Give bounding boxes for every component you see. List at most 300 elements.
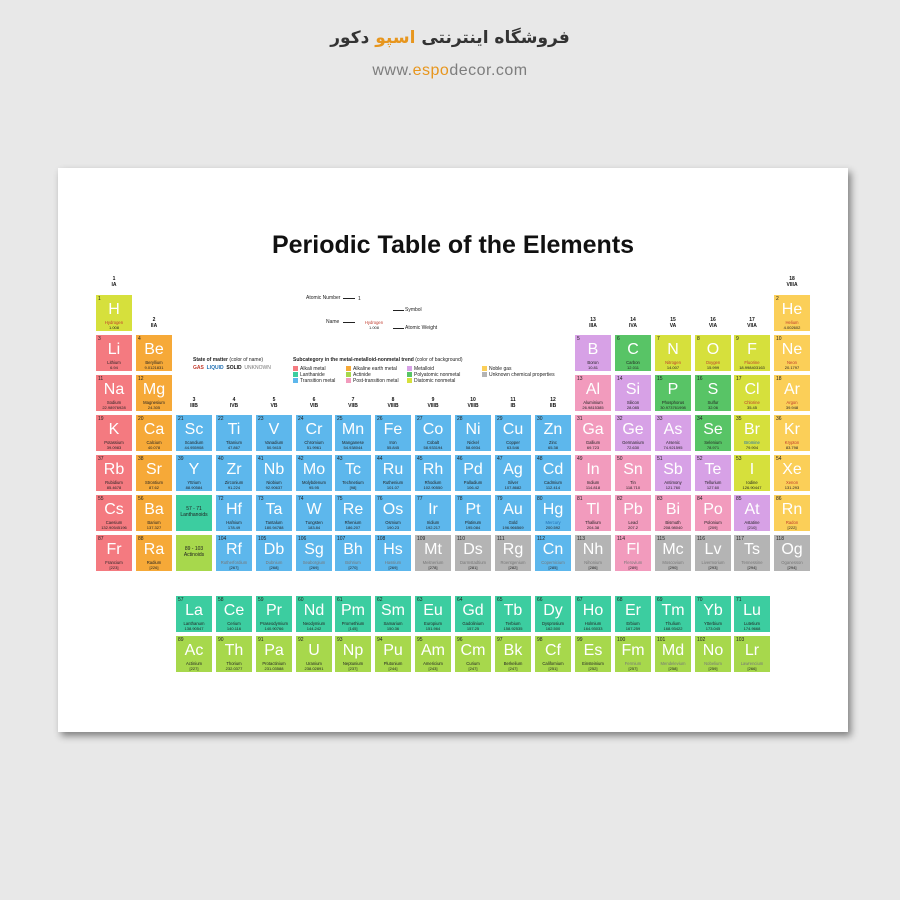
element-co[interactable] (414, 414, 452, 452)
element-og[interactable] (773, 534, 811, 572)
element-tc[interactable] (334, 454, 372, 492)
element-tm[interactable] (654, 595, 692, 633)
atomic-weight: 54.938044 (343, 445, 363, 450)
group-roman: VIIB (348, 402, 358, 409)
group-number: 13 (590, 317, 596, 323)
atomic-number: 106 (298, 536, 307, 542)
element-bh[interactable] (334, 534, 372, 572)
element-cr[interactable] (295, 414, 333, 452)
element-symbol: Y (188, 461, 200, 478)
atomic-number: 96 (457, 637, 463, 643)
element-ba[interactable] (135, 494, 173, 532)
atomic-number: 56 (138, 496, 144, 502)
atomic-number: 58 (218, 597, 224, 603)
atomic-weight: 20.1797 (784, 365, 800, 370)
element-name: Samarium (383, 621, 403, 626)
element-hg[interactable] (534, 494, 572, 532)
legend-swatch (407, 378, 412, 383)
element-name: Caesium (105, 520, 123, 525)
element-h[interactable] (95, 294, 133, 332)
element-name: Erbium (626, 621, 640, 626)
atomic-weight: 150.36 (386, 626, 400, 631)
atomic-weight: 74.921595 (663, 445, 683, 450)
element-symbol: Pu (383, 642, 403, 659)
element-symbol: Ge (622, 421, 644, 438)
atomic-weight: 190.23 (386, 525, 400, 530)
atomic-weight: 121.760 (665, 485, 681, 490)
element-zn[interactable] (534, 414, 572, 452)
element-th[interactable] (215, 635, 253, 673)
element-ca[interactable] (135, 414, 173, 452)
element-symbol: Sm (381, 602, 405, 619)
element-se[interactable] (694, 414, 732, 452)
element-name: Rutherfordium (220, 560, 248, 565)
atomic-weight: 12.011 (627, 365, 639, 370)
element-al[interactable] (574, 374, 612, 412)
element-pr[interactable] (255, 595, 293, 633)
element-br[interactable] (733, 414, 771, 452)
element-sb[interactable] (654, 454, 692, 492)
element-v[interactable] (255, 414, 293, 452)
state-unknown: UNKNOWN (244, 365, 271, 371)
atomic-number: 36 (776, 416, 782, 422)
element-fl[interactable] (614, 534, 652, 572)
element-cu[interactable] (494, 414, 532, 452)
element-k[interactable] (95, 414, 133, 452)
element-no[interactable] (694, 635, 732, 673)
element-name: Cobalt (426, 440, 440, 445)
atomic-number: 102 (697, 637, 706, 643)
atomic-weight: 9.0121831 (144, 365, 164, 370)
element-symbol: Am (421, 642, 445, 659)
element-name: Lithium (107, 360, 121, 365)
group-number: 10 (470, 397, 476, 403)
placeholder-line: Actinoids (183, 552, 205, 558)
element-name: Tantalum (265, 520, 283, 525)
element-rh[interactable] (414, 454, 452, 492)
element-name: Darmstadtium (459, 560, 487, 565)
element-name: Lutetium (743, 621, 761, 626)
element-am[interactable] (414, 635, 452, 673)
element-as[interactable] (654, 414, 692, 452)
legend-swatch (293, 372, 298, 377)
group-number: 8 (391, 397, 395, 403)
element-nh[interactable] (574, 534, 612, 572)
element-s[interactable] (694, 374, 732, 412)
element-er[interactable] (614, 595, 652, 633)
element-na[interactable] (95, 374, 133, 412)
element-name: Scandium (184, 440, 204, 445)
element-name: Roentgenium (500, 560, 526, 565)
element-name: Sodium (106, 400, 122, 405)
element-b[interactable] (574, 334, 612, 372)
atomic-number: 88 (138, 536, 144, 542)
element-symbol: Li (107, 341, 121, 358)
element-md[interactable] (654, 635, 692, 673)
group-header-1 (95, 277, 133, 288)
atomic-number: 15 (657, 376, 663, 382)
key-symbol-line (393, 310, 404, 311)
atomic-weight: 83.798 (785, 445, 799, 450)
element-name: Lead (628, 520, 638, 525)
element-ac[interactable] (175, 635, 213, 673)
element-sr[interactable] (135, 454, 173, 492)
element-hs[interactable] (374, 534, 412, 572)
element-symbol: Au (503, 501, 523, 518)
atomic-weight: 40.078 (147, 445, 161, 450)
element-mg[interactable] (135, 374, 173, 412)
atomic-number: 14 (617, 376, 623, 382)
element-nd[interactable] (295, 595, 333, 633)
group-number: 7 (351, 397, 355, 403)
element-name: Astatine (744, 520, 760, 525)
element-symbol: Br (744, 421, 760, 438)
element-symbol: Np (342, 642, 364, 659)
element-name: Tellurium (704, 480, 722, 485)
atomic-weight: 10.81 (587, 365, 598, 370)
element-ru[interactable] (374, 454, 412, 492)
state-liquid: LIQUID (206, 365, 224, 371)
group-roman: VB (270, 402, 278, 409)
element-symbol: C (627, 341, 639, 358)
element-rn[interactable] (773, 494, 811, 532)
element-tl[interactable] (574, 494, 612, 532)
element-rg[interactable] (494, 534, 532, 572)
element-lv[interactable] (694, 534, 732, 572)
atomic-weight: [226] (149, 565, 159, 570)
element-ar[interactable] (773, 374, 811, 412)
element-ra[interactable] (135, 534, 173, 572)
element-np[interactable] (334, 635, 372, 673)
element-at[interactable] (733, 494, 771, 532)
element-he[interactable] (773, 294, 811, 332)
element-po[interactable] (694, 494, 732, 532)
atomic-weight: 114.818 (585, 485, 601, 490)
group-header-16 (694, 318, 732, 329)
element-bi[interactable] (654, 494, 692, 532)
atomic-number: 3 (98, 336, 101, 342)
element-sc[interactable] (175, 414, 213, 452)
element-tb[interactable] (494, 595, 532, 633)
element-name: Actinium (185, 661, 203, 666)
element-symbol: Cm (460, 642, 486, 659)
atomic-number: 93 (337, 637, 343, 643)
atomic-weight: 47.867 (227, 445, 241, 450)
element-lr[interactable] (733, 635, 771, 673)
placeholder-line: 57 - 71 (186, 506, 202, 512)
element-symbol: Xe (782, 461, 802, 478)
atomic-weight: [244] (388, 666, 398, 671)
atomic-weight: 72.630 (626, 445, 640, 450)
element-hf[interactable] (215, 494, 253, 532)
element-symbol: Ni (465, 421, 481, 438)
element-y[interactable] (175, 454, 213, 492)
atomic-weight: 51.9961 (306, 445, 322, 450)
legend-swatch (482, 366, 487, 371)
element-name: Gold (508, 520, 518, 525)
element-rb[interactable] (95, 454, 133, 492)
atomic-number: 53 (736, 456, 742, 462)
element-in[interactable] (574, 454, 612, 492)
element-u[interactable] (295, 635, 333, 673)
atomic-number: 87 (98, 536, 104, 542)
element-lu[interactable] (733, 595, 771, 633)
legend-label: Unknown chemical properties (489, 372, 555, 378)
element-fr[interactable] (95, 534, 133, 572)
element-symbol: Pb (623, 501, 643, 518)
atomic-weight: [294] (787, 565, 797, 570)
element-ta[interactable] (255, 494, 293, 532)
atomic-weight: 35.45 (746, 405, 757, 410)
element-sm[interactable] (374, 595, 412, 633)
element-name: Indium (586, 480, 600, 485)
element-os[interactable] (374, 494, 412, 532)
element-ti[interactable] (215, 414, 253, 452)
element-symbol: Kr (784, 421, 800, 438)
element-symbol: Cd (542, 461, 564, 478)
element-te[interactable] (694, 454, 732, 492)
element-pt[interactable] (454, 494, 492, 532)
element-re[interactable] (334, 494, 372, 532)
element-zr[interactable] (215, 454, 253, 492)
element-sn[interactable] (614, 454, 652, 492)
atomic-number: 113 (577, 536, 585, 542)
element-cd[interactable] (534, 454, 572, 492)
element-ir[interactable] (414, 494, 452, 532)
element-symbol: Db (263, 541, 285, 558)
element-ho[interactable] (574, 595, 612, 633)
element-fe[interactable] (374, 414, 412, 452)
atomic-weight: 195.084 (465, 525, 481, 530)
atomic-weight: 173.045 (705, 626, 721, 631)
key-atomic-number-label: Atomic Number (306, 295, 341, 301)
element-name: Thorium (226, 661, 242, 666)
atomic-weight: 112.414 (545, 485, 561, 490)
element-ds[interactable] (454, 534, 492, 572)
element-p[interactable] (654, 374, 692, 412)
element-name: Sulfur (707, 400, 719, 405)
element-name: Rubidium (105, 480, 123, 485)
atomic-weight: 174.9668 (743, 626, 761, 631)
element-w[interactable] (295, 494, 333, 532)
element-au[interactable] (494, 494, 532, 532)
key-name-line (343, 322, 355, 323)
element-name: Radium (146, 560, 162, 565)
element-fm[interactable] (614, 635, 652, 673)
placeholder-lanthanides-label (176, 506, 212, 518)
element-symbol: Pt (465, 501, 481, 518)
element-name: Selenium (704, 440, 722, 445)
element-symbol: Ag (503, 461, 523, 478)
element-name: Rhenium (344, 520, 362, 525)
element-mn[interactable] (334, 414, 372, 452)
element-pa[interactable] (255, 635, 293, 673)
element-symbol: Al (585, 381, 601, 398)
atomic-weight: 231.03588 (264, 666, 284, 671)
element-pd[interactable] (454, 454, 492, 492)
element-symbol: Fm (621, 642, 645, 659)
atomic-number: 37 (98, 456, 104, 462)
element-rf[interactable] (215, 534, 253, 572)
group-roman: VIIIB (387, 402, 399, 409)
group-roman: IIB (549, 402, 557, 409)
element-mo[interactable] (295, 454, 333, 492)
store-url-pre: www. (372, 62, 413, 79)
legend-item-posttransition (346, 378, 399, 384)
legend-label: Actinide (353, 372, 371, 378)
element-symbol: Mg (142, 381, 166, 398)
atomic-weight: [266] (747, 666, 757, 671)
atomic-weight: 58.6934 (465, 445, 481, 450)
element-kr[interactable] (773, 414, 811, 452)
atomic-number: 9 (736, 336, 739, 342)
group-header-7 (334, 398, 372, 409)
element-yb[interactable] (694, 595, 732, 633)
element-name: Uranium (306, 661, 322, 666)
atomic-weight: 200.592 (545, 525, 561, 530)
element-cn[interactable] (534, 534, 572, 572)
element-name: Iodine (746, 480, 758, 485)
atomic-weight: 85.4678 (106, 485, 122, 490)
atomic-number: 72 (218, 496, 224, 502)
element-symbol: Er (625, 602, 641, 619)
element-ga[interactable] (574, 414, 612, 452)
atomic-number: 8 (697, 336, 700, 342)
element-eu[interactable] (414, 595, 452, 633)
atomic-weight: 28.085 (626, 405, 640, 410)
element-ge[interactable] (614, 414, 652, 452)
element-n[interactable] (654, 334, 692, 372)
element-name: Tungsten (305, 520, 323, 525)
element-name: Zirconium (224, 480, 244, 485)
atomic-weight: 79.904 (745, 445, 759, 450)
element-be[interactable] (135, 334, 173, 372)
element-symbol: Bh (343, 541, 363, 558)
element-sg[interactable] (295, 534, 333, 572)
element-name: Americium (423, 661, 443, 666)
element-si[interactable] (614, 374, 652, 412)
element-name: Bromine (744, 440, 760, 445)
element-pm[interactable] (334, 595, 372, 633)
element-ne[interactable] (773, 334, 811, 372)
element-pu[interactable] (374, 635, 412, 673)
element-mc[interactable] (654, 534, 692, 572)
atomic-weight: 137.327 (146, 525, 162, 530)
atomic-weight: [282] (508, 565, 518, 570)
element-name: Plutonium (383, 661, 403, 666)
atomic-number: 117 (736, 536, 744, 542)
atomic-number: 48 (537, 456, 543, 462)
atomic-number: 107 (337, 536, 346, 542)
atomic-weight: 30.973761998 (660, 405, 686, 410)
atomic-weight: 22.98976928 (102, 405, 126, 410)
atomic-number: 50 (617, 456, 623, 462)
element-mt[interactable] (414, 534, 452, 572)
atomic-weight: 18.998403163 (739, 365, 765, 370)
element-symbol: O (706, 341, 720, 358)
element-li[interactable] (95, 334, 133, 372)
group-roman: IIIA (589, 322, 597, 329)
element-xe[interactable] (773, 454, 811, 492)
atomic-weight: 127.60 (706, 485, 720, 490)
element-pb[interactable] (614, 494, 652, 532)
legend-item-transition (293, 378, 335, 384)
element-dy[interactable] (534, 595, 572, 633)
element-cf[interactable] (534, 635, 572, 673)
atomic-number: 23 (258, 416, 264, 422)
element-i[interactable] (733, 454, 771, 492)
element-symbol: Tl (586, 501, 600, 518)
atomic-number: 29 (497, 416, 503, 422)
element-cl[interactable] (733, 374, 771, 412)
element-name: Praseodymium (260, 621, 288, 626)
atomic-number: 17 (736, 376, 742, 382)
atomic-weight: 204.38 (586, 525, 600, 530)
element-symbol: Na (103, 381, 125, 398)
element-name: Copper (506, 440, 520, 445)
element-cm[interactable] (454, 635, 492, 673)
element-ni[interactable] (454, 414, 492, 452)
element-gd[interactable] (454, 595, 492, 633)
atomic-number: 35 (736, 416, 742, 422)
key-sample-element (355, 294, 393, 332)
element-symbol: Rb (103, 461, 125, 478)
element-name: Beryllium (145, 360, 163, 365)
atomic-number: 75 (337, 496, 343, 502)
element-name: Molybdenum (302, 480, 326, 485)
element-es[interactable] (574, 635, 612, 673)
element-symbol: Pa (264, 642, 284, 659)
element-symbol: Cl (744, 381, 760, 398)
element-bk[interactable] (494, 635, 532, 673)
atomic-weight: 44.955908 (184, 445, 204, 450)
element-ts[interactable] (733, 534, 771, 572)
store-url[interactable] (0, 62, 900, 80)
element-o[interactable] (694, 334, 732, 372)
element-db[interactable] (255, 534, 293, 572)
element-nb[interactable] (255, 454, 293, 492)
element-c[interactable] (614, 334, 652, 372)
element-name: Protactinium (262, 661, 286, 666)
group-number: 9 (431, 397, 435, 403)
element-ag[interactable] (494, 454, 532, 492)
element-name: Lanthanum (183, 621, 205, 626)
atomic-number: 27 (417, 416, 423, 422)
atomic-weight: [247] (508, 666, 518, 671)
element-cs[interactable] (95, 494, 133, 532)
atomic-number: 5 (577, 336, 580, 342)
element-name: Potassium (104, 440, 124, 445)
atomic-weight: 131.293 (784, 485, 800, 490)
group-header-14 (614, 318, 652, 329)
element-name: Osmium (385, 520, 401, 525)
atomic-weight: [247] (468, 666, 478, 671)
element-name: Oxygen (705, 360, 721, 365)
element-f[interactable] (733, 334, 771, 372)
atomic-weight: 126.90447 (742, 485, 762, 490)
atomic-weight: 26.9815385 (582, 405, 604, 410)
atomic-number: 63 (417, 597, 423, 603)
group-roman: VIIA (747, 322, 757, 329)
element-name: Holmium (584, 621, 602, 626)
atomic-weight: [268] (269, 565, 279, 570)
element-ce[interactable] (215, 595, 253, 633)
store-name-highlight: اسپو (375, 28, 416, 48)
element-symbol: Zr (226, 461, 242, 478)
element-symbol: Ga (582, 421, 604, 438)
atomic-number: 45 (417, 456, 423, 462)
element-la[interactable] (175, 595, 213, 633)
